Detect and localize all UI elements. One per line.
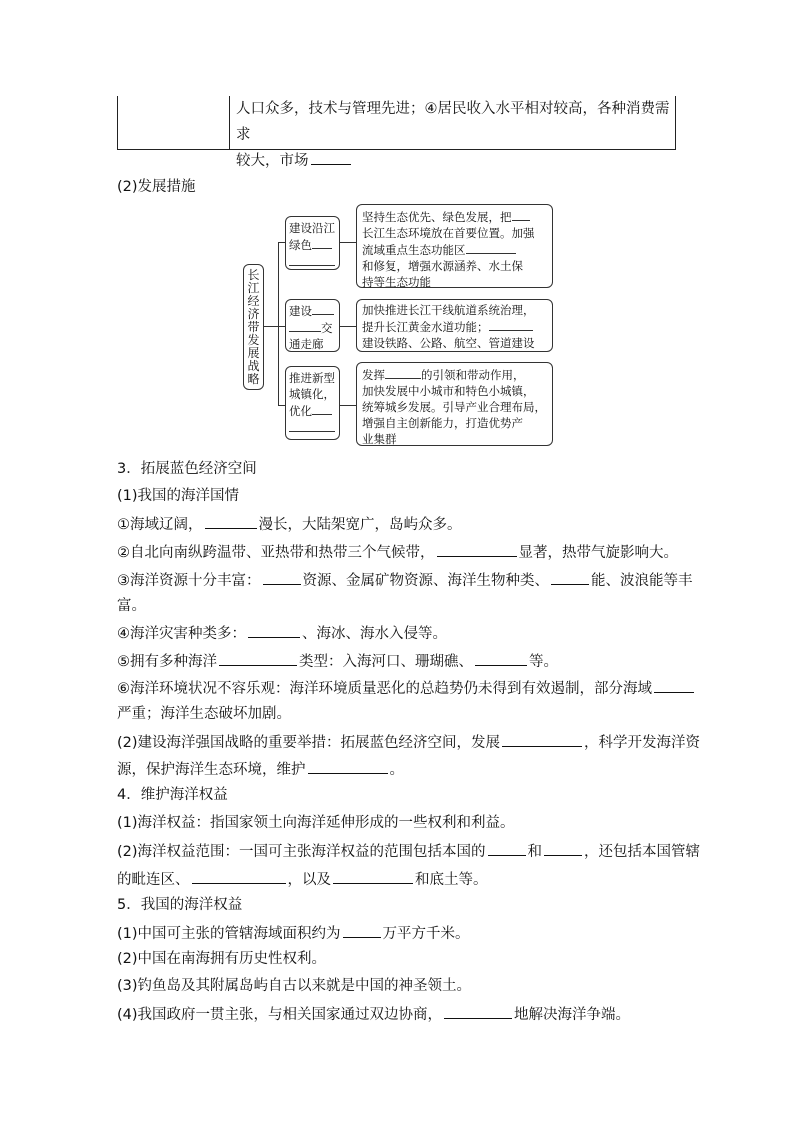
table-right-cell <box>236 96 672 174</box>
item-4: ④海洋灾害种类多： 、海冰、海水入侵等。 <box>117 622 447 644</box>
blank-resource-2[interactable] <box>551 569 589 585</box>
blank-ecosystem-2[interactable] <box>475 650 527 666</box>
table-fragment <box>117 96 676 169</box>
section-5-p2: (2)中国在南海拥有历史性权利。 <box>117 951 327 967</box>
blank-market[interactable] <box>311 149 351 165</box>
item-1: ①海域辽阔， 漫长，大陆架宽广，岛屿众多。 <box>117 513 462 535</box>
connector <box>278 242 285 243</box>
blank-coastline[interactable] <box>205 513 257 529</box>
section-3-sub1: (1)我国的海洋国情 <box>117 488 240 504</box>
connector <box>264 326 278 327</box>
diagram-center-box <box>243 264 264 390</box>
section-5-title: 5．我国的海洋权益 <box>117 897 243 913</box>
item-3: ③海洋资源十分丰富： 资源、金属矿物资源、海洋生物种类、 能、波浪能等丰 <box>117 569 693 591</box>
section-4-p1: (1)海洋权益：指国家领土向海洋延伸形成的一些权利和利益。 <box>117 815 515 831</box>
connector <box>340 326 356 327</box>
section-5-p3: (3)钓鱼岛及其附属岛屿自古以来就是中国的神圣领土。 <box>117 978 472 994</box>
item-2: ②自北向南纵跨温带、亚热带和热带三个气候带， 显著，热带气旋影响大。 <box>117 541 678 563</box>
blank-urban-1[interactable] <box>312 402 332 415</box>
connector <box>340 242 356 243</box>
blank-transport-1[interactable] <box>312 302 334 315</box>
diagram-center-title: 长江经济带发展战略 <box>247 268 260 386</box>
item-3-cont: 富。 <box>117 598 146 614</box>
item-6-cont: 严重；海洋生态破坏加剧。 <box>117 706 291 722</box>
diagram-box-green-development: 建设沿江 绿色 <box>285 216 340 270</box>
blank-urban-3[interactable] <box>385 366 421 379</box>
section-5-p4: (4)我国政府一贯主张，与相关国家通过双边协商， 地解决海洋争端。 <box>117 1003 630 1025</box>
blank-economy[interactable] <box>502 731 582 747</box>
section-3-title: 3．拓展蓝色经济空间 <box>117 461 257 477</box>
blank-ecology-1[interactable] <box>512 208 530 221</box>
diagram-detail-transport: 加快推进长江干线航道系统治理， 提升长江黄金水道功能； 建设铁路、公路、航空、管道建设 <box>356 299 553 352</box>
section-5-p1: (1)中国可主张的管辖海域面积约为 万平方千米。 <box>117 922 470 944</box>
table-row-text-2: 较大，市场 <box>236 148 672 174</box>
blank-eez[interactable] <box>192 868 286 884</box>
blank-territorial-sea[interactable] <box>544 840 582 856</box>
connector <box>340 405 356 406</box>
section-4-p2: (2)海洋权益范围：一国可主张海洋权益的范围包括本国的 和 ，还包括本国管辖 <box>117 840 700 862</box>
blank-pollution[interactable] <box>654 677 694 693</box>
sub-heading-measures: (2)发展措施 <box>117 179 196 195</box>
blank-green-2[interactable] <box>289 253 335 266</box>
connector <box>278 405 285 406</box>
diagram-box-urbanization: 推进新型 城镇化， 优化 <box>285 366 340 440</box>
blank-disaster[interactable] <box>248 622 300 638</box>
item-5: ⑤拥有多种海洋 类型：入海河口、珊瑚礁、 等。 <box>117 650 558 672</box>
blank-climate[interactable] <box>437 541 517 557</box>
diagram-box-transport-corridor: 建设 交 通走廊 <box>285 299 340 352</box>
blank-peaceful[interactable] <box>444 1003 512 1019</box>
table-left-cell <box>118 96 230 149</box>
connector <box>278 326 285 327</box>
blank-area[interactable] <box>343 922 381 938</box>
item-6: ⑥海洋环境状况不容乐观：海洋环境质量恶化的总趋势仍未得到有效遏制，部分海域 <box>117 677 696 699</box>
section-4-p2-cont: 的毗连区、 ，以及 和底土等。 <box>117 868 488 890</box>
yangtze-strategy-diagram <box>240 202 555 447</box>
blank-urban-2[interactable] <box>289 419 335 432</box>
section-4-title: 4．维护海洋权益 <box>117 787 228 803</box>
diagram-detail-urbanization: 发挥 的引领和带动作用， 加快发展中小城市和特色小城镇， 统筹城乡发展。引导产业合理布局， 增强自主创新能力，打造优势产 业集群 <box>356 362 553 446</box>
blank-green[interactable] <box>312 236 332 249</box>
blank-rights[interactable] <box>308 758 388 774</box>
section-3-sub2: (2)建设海洋强国战略的重要举措：拓展蓝色经济空间，发展 ，科学开发海洋资 <box>117 731 700 753</box>
blank-resource-1[interactable] <box>263 569 301 585</box>
blank-transport-2[interactable] <box>289 319 321 332</box>
connector <box>278 242 279 405</box>
table-row-text-1: 人口众多，技术与管理先进；④居民收入水平相对较高，各种消费需求 <box>236 101 670 143</box>
blank-transport-3[interactable] <box>489 318 533 331</box>
blank-internal-waters[interactable] <box>488 840 526 856</box>
blank-ecology-2[interactable] <box>466 241 516 254</box>
blank-continental-shelf[interactable] <box>333 868 413 884</box>
blank-ecosystem-1[interactable] <box>219 650 297 666</box>
diagram-detail-ecology: 坚持生态优先、绿色发展，把 长江生态环境放在首要位置。加强 流域重点生态功能区 和修复，增强水源涵养、水土保 持等生态功能 <box>356 204 553 288</box>
section-3-sub2-cont: 源，保护海洋生态环境，维护 。 <box>117 758 404 780</box>
